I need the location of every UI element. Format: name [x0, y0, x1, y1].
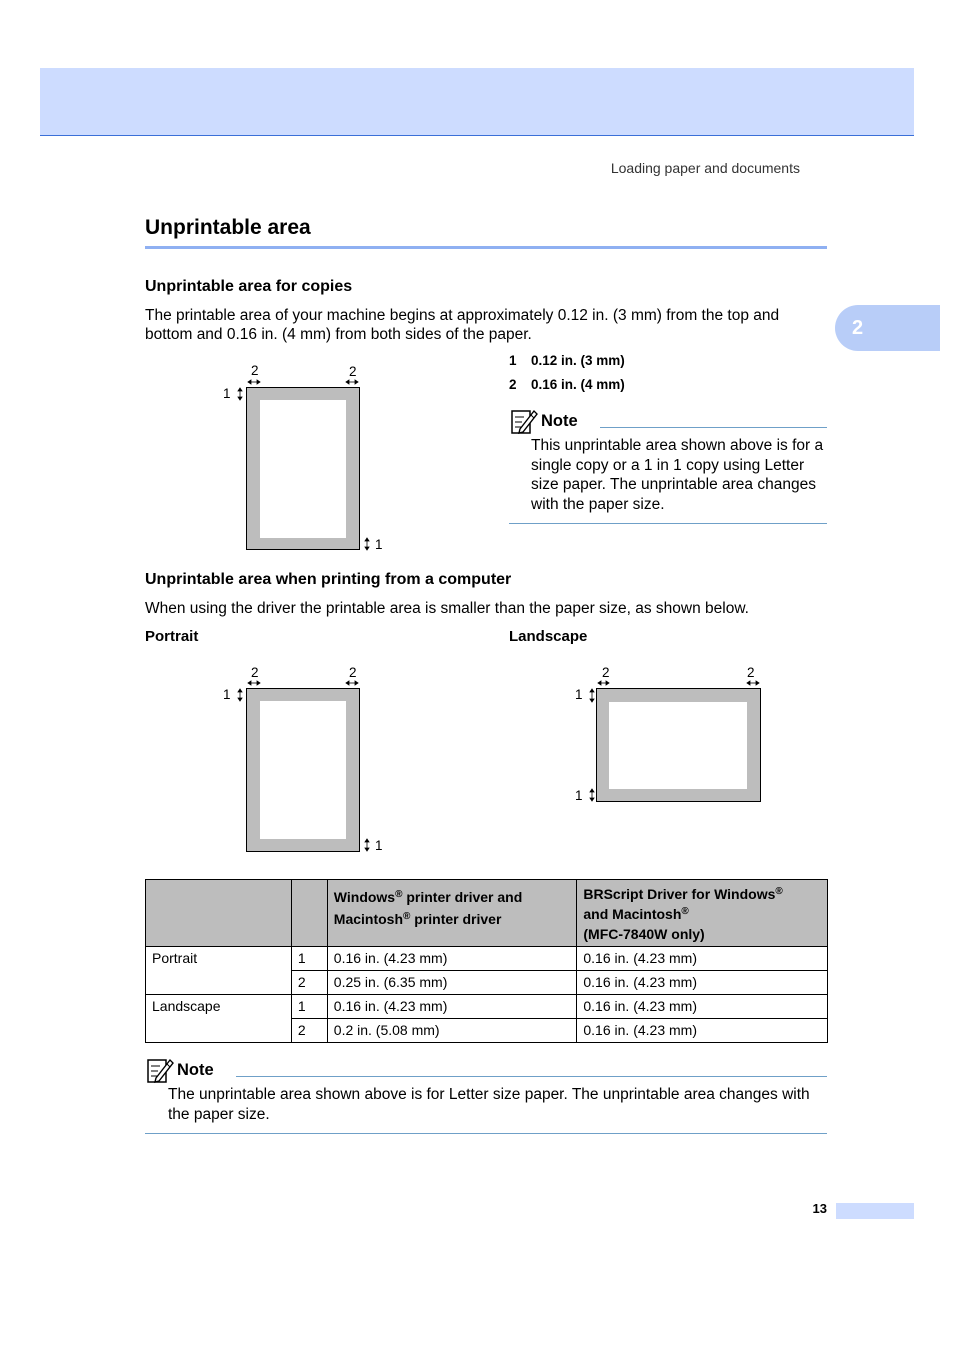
bottom-note-text: The unprintable area shown above is for Letter size paper. The unprintable area changes with the paper size. — [168, 1086, 810, 1123]
computer-heading: Unprintable area when printing from a computer — [145, 571, 512, 588]
windows-cell: 0.25 in. (6.35 mm) — [327, 971, 577, 995]
brscript-cell: 0.16 in. (4.23 mm) — [577, 995, 828, 1019]
header-cell-windows-driver: Windows® printer driver and Macintosh® printer driver — [327, 880, 577, 947]
label-1-top: 1 — [223, 386, 231, 401]
computer-body: When using the driver the printable area is smaller than the paper size, as shown below. — [145, 600, 749, 617]
orientation-cell: Landscape — [146, 995, 292, 1043]
brscript-cell: 0.16 in. (4.23 mm) — [577, 971, 828, 995]
label-1-bottom: 1 — [575, 788, 583, 803]
brscript-cell: 0.16 in. (4.23 mm) — [577, 1019, 828, 1043]
label-2-left: 2 — [602, 665, 610, 680]
note-title: Note — [541, 411, 578, 430]
bottom-note-bottom-rule — [145, 1133, 827, 1134]
section-title-rule — [145, 246, 827, 249]
unprintable-area-table — [145, 879, 828, 1043]
table-header-row — [146, 880, 828, 947]
header-cell-orientation — [146, 880, 292, 947]
bottom-note-heading — [146, 1056, 214, 1084]
copies-heading: Unprintable area for copies — [145, 278, 353, 295]
landscape-diagram — [566, 661, 776, 816]
bottom-note-top-rule — [236, 1076, 827, 1077]
number-cell: 1 — [291, 947, 327, 971]
bottom-note-title: Note — [177, 1060, 214, 1079]
table-row — [146, 947, 828, 971]
copies-body: The printable area of your machine begins at approximately 0.12 in. (3 mm) from the top and bottom and 0.16 in. (4 mm) from both sides of the paper. — [145, 307, 780, 343]
windows-cell: 0.2 in. (5.08 mm) — [327, 1019, 577, 1043]
label-1-bottom: 1 — [375, 537, 383, 552]
landscape-label: Landscape — [509, 628, 588, 645]
section-title: Unprintable area — [145, 216, 311, 239]
label-1-top: 1 — [223, 687, 231, 702]
copies-diagram — [215, 360, 390, 565]
label-2-right: 2 — [349, 364, 357, 379]
label-1-bottom: 1 — [375, 838, 383, 853]
note-text: This unprintable area shown above is for a single copy or a 1 in 1 copy using Letter size paper. The unprintable area changes with the paper size. — [531, 437, 824, 513]
table-row — [146, 995, 828, 1019]
label-2-left: 2 — [251, 363, 259, 378]
chapter-tab[interactable]: 2 — [835, 305, 940, 351]
note-heading — [510, 407, 578, 435]
orientation-cell: Portrait — [146, 947, 292, 995]
portrait-diagram — [215, 661, 390, 866]
printable-area — [260, 400, 346, 538]
header-cell-number — [291, 880, 327, 947]
printable-area — [260, 701, 346, 839]
windows-cell: 0.16 in. (4.23 mm) — [327, 947, 577, 971]
note-bottom-rule — [509, 523, 827, 524]
brscript-cell: 0.16 in. (4.23 mm) — [577, 947, 828, 971]
note-pencil-icon — [510, 407, 538, 435]
number-cell: 2 — [291, 1019, 327, 1043]
number-cell: 1 — [291, 995, 327, 1019]
header-cell-brscript-driver: BRScript Driver for Windows® and Macintosh® (MFC-7840W only) — [577, 880, 828, 947]
running-head: Loading paper and documents — [610, 160, 800, 176]
footer-band — [836, 1203, 914, 1219]
header-band — [40, 68, 914, 136]
label-2-right: 2 — [349, 665, 357, 680]
note-top-rule — [600, 427, 827, 428]
label-1-top: 1 — [575, 687, 583, 702]
label-2-right: 2 — [747, 665, 755, 680]
number-cell: 2 — [291, 971, 327, 995]
label-2-left: 2 — [251, 665, 259, 680]
portrait-label: Portrait — [145, 628, 199, 645]
legend-item-1: 1 0.12 in. (3 mm) — [509, 353, 625, 368]
printable-area — [609, 702, 747, 789]
page-number: 13 — [812, 1201, 827, 1216]
legend-item-2: 2 0.16 in. (4 mm) — [509, 377, 625, 392]
windows-cell: 0.16 in. (4.23 mm) — [327, 995, 577, 1019]
note-pencil-icon — [146, 1056, 174, 1084]
